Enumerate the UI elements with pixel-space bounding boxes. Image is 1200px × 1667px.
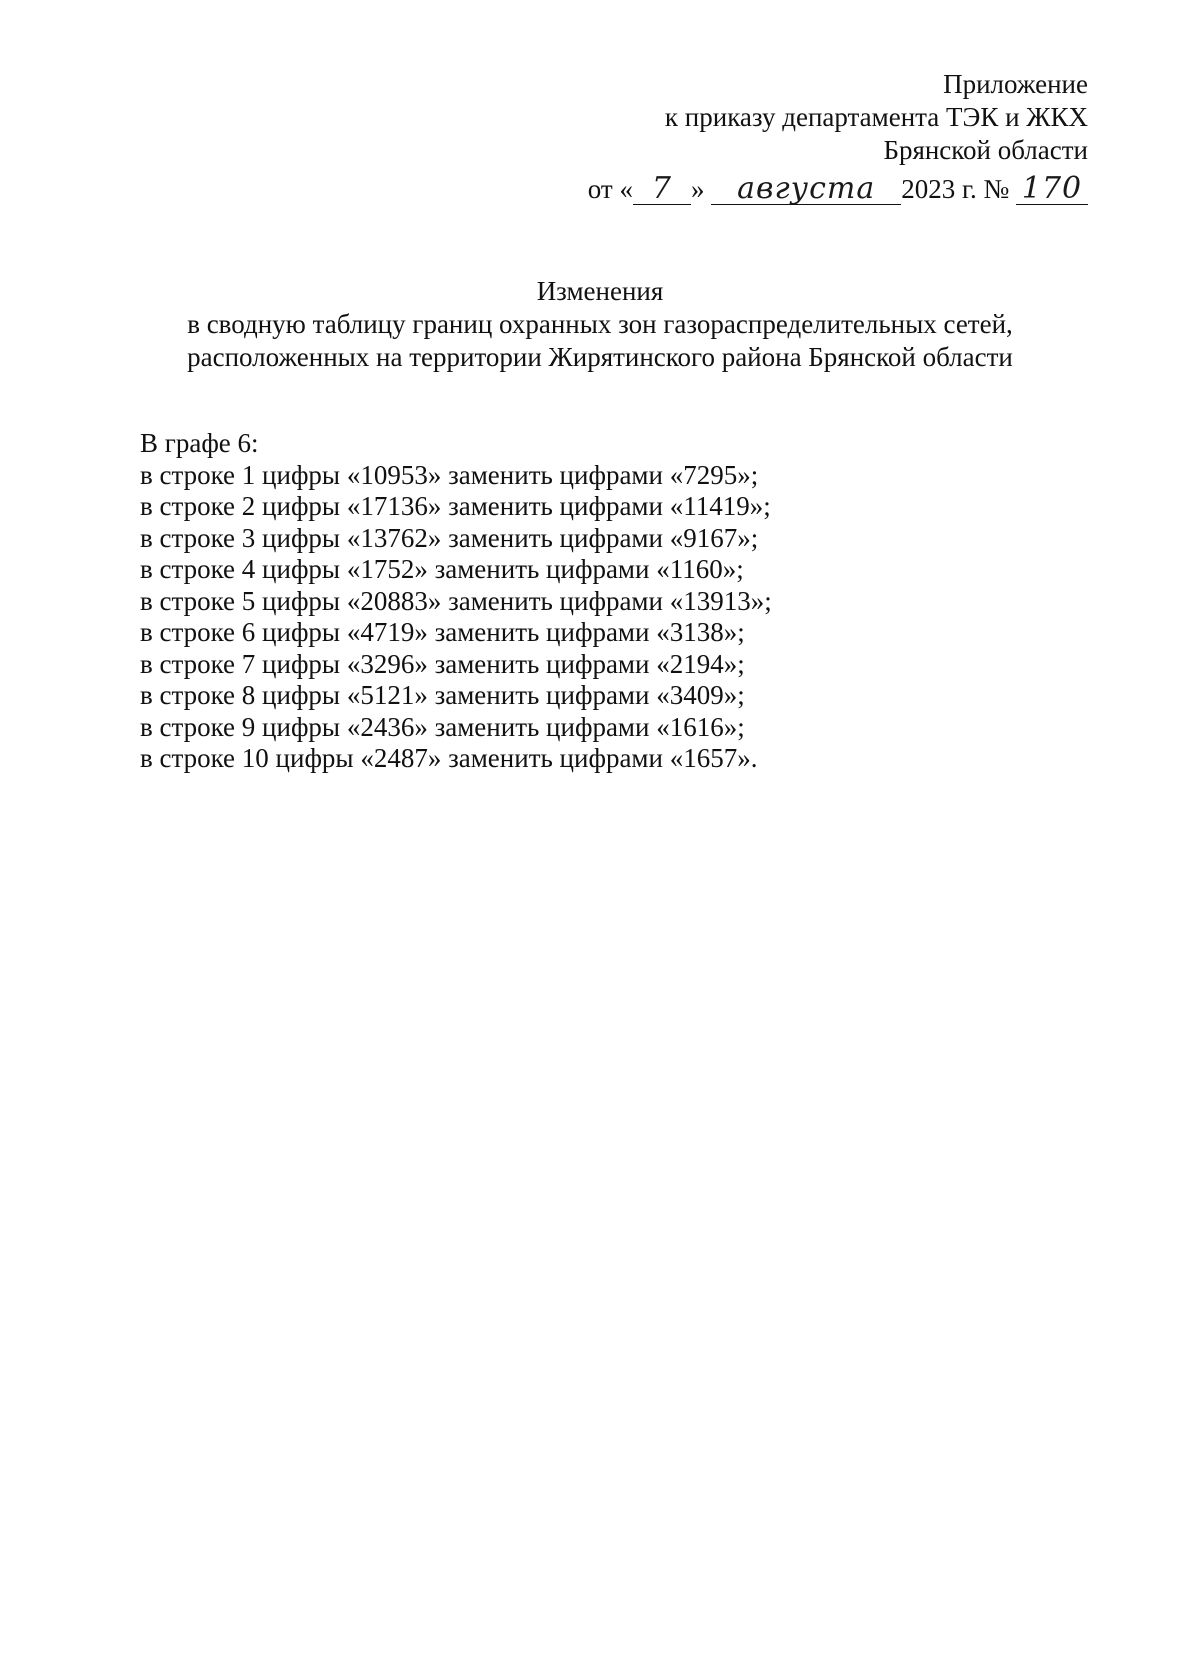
date-year: 2023 г. №: [901, 174, 1010, 204]
date-day-field: [633, 171, 691, 206]
date-month-handwritten: августа: [737, 171, 876, 206]
order-number-field: [1016, 171, 1088, 206]
changes-list: [140, 428, 772, 775]
order-date-line: [588, 173, 1088, 221]
changes-intro: В графе 6:: [140, 428, 259, 458]
change-item: в строке 3 цифры «13762» заменить цифрами «9167»;: [140, 522, 759, 553]
order-number-handwritten: 170: [1021, 171, 1083, 206]
appendix-region: Брянской области: [883, 135, 1088, 165]
date-day-handwritten: 7: [651, 171, 672, 206]
change-item: в строке 5 цифры «20883» заменить цифрами «13913»;: [140, 585, 772, 616]
change-item: в строке 1 цифры «10953» заменить цифрами «7295»;: [140, 459, 759, 490]
title-subject-line1: в сводную таблицу границ охранных зон газораспределительных сетей,: [187, 309, 1013, 339]
title-subject-line2: расположенных на территории Жирятинского района Брянской области: [187, 342, 1013, 372]
appendix-label: Приложение: [943, 69, 1088, 99]
change-item: в строке 7 цифры «3296» заменить цифрами «2194»;: [140, 648, 745, 679]
appendix-order-ref: к приказу департамента ТЭК и ЖКХ: [664, 102, 1088, 132]
document-title: [0, 275, 1200, 374]
title-heading: Изменения: [536, 276, 664, 306]
change-item: в строке 10 цифры «2487» заменить цифрами «1657».: [140, 743, 758, 773]
change-item: в строке 9 цифры «2436» заменить цифрами «1616»;: [140, 711, 745, 742]
change-item: в строке 8 цифры «5121» заменить цифрами «3409»;: [140, 680, 745, 710]
change-item: в строке 4 цифры «1752» заменить цифрами «1160»;: [140, 554, 744, 584]
date-month-field: [711, 171, 901, 206]
appendix-header: [588, 68, 1088, 221]
date-mid: »: [690, 174, 705, 204]
date-prefix: от «: [587, 174, 633, 204]
change-item: в строке 6 цифры «4719» заменить цифрами «3138»;: [140, 617, 745, 647]
change-item: в строке 2 цифры «17136» заменить цифрами «11419»;: [140, 491, 771, 521]
